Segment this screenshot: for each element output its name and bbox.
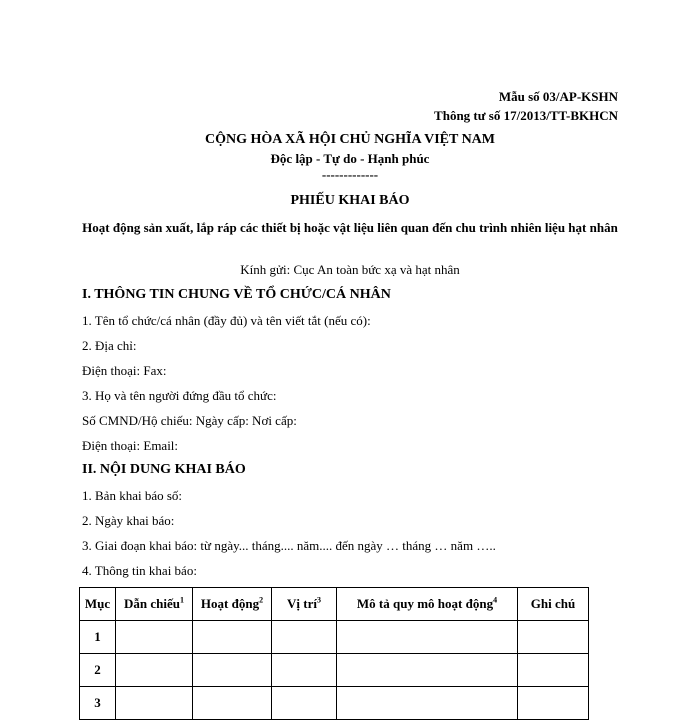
table-row — [80, 654, 589, 687]
country-name: CỘNG HÒA XÃ HỘI CHỦ NGHĨA VIỆT NAM — [204, 132, 495, 147]
field-declaration-number: 1. Bản khai báo số: — [82, 488, 183, 503]
field-declaration-info: 4. Thông tin khai báo: — [82, 563, 197, 578]
field-head-name: 3. Họ và tên người đứng đầu tổ chức: — [82, 388, 277, 403]
section-2-heading: II. NỘI DUNG KHAI BÁO — [82, 462, 246, 477]
table-header-row — [80, 588, 589, 621]
field-organization-name: 1. Tên tổ chức/cá nhân (đầy đủ) và tên viết tắt (nếu có): — [82, 313, 371, 328]
recipient-line: Kính gửi: Cục An toàn bức xạ và hạt nhân — [240, 262, 460, 277]
form-subtitle: Hoạt động sản xuất, lắp ráp các thiết bị hoặc vật liệu liên quan đến chu trình nhiên liệu hạt nhân — [82, 220, 618, 235]
field-id-card: Số CMND/Hộ chiếu: Ngày cấp: Nơi cấp: — [82, 413, 297, 428]
declaration-table — [79, 587, 589, 720]
field-declaration-date: 2. Ngày khai báo: — [82, 513, 175, 528]
column-header: Hoạt động$^2$ — [193, 588, 272, 621]
field-address: 2. Địa chỉ: — [82, 338, 137, 353]
column-header: Mục — [80, 588, 116, 621]
column-header: Mô tả quy mô hoạt động$^4$ — [337, 588, 518, 621]
form-title: PHIẾU KHAI BÁO — [290, 193, 410, 208]
row-number: 3 — [80, 687, 116, 720]
field-phone-email: Điện thoại: Email: — [82, 438, 179, 453]
table-row — [80, 687, 589, 720]
row-number: 1 — [80, 621, 116, 654]
column-header: Dẫn chiếu$^1$ — [116, 588, 193, 621]
column-header: Vị trí$^3$ — [272, 588, 337, 621]
national-motto: Độc lập - Tự do - Hạnh phúc — [270, 151, 430, 166]
circular-reference: Thông tư số 17/2013/TT-BKHCN — [434, 108, 618, 123]
field-declaration-period: 3. Giai đoạn khai báo: từ ngày... tháng.... năm.... đến ngày … tháng … năm ….. — [82, 538, 496, 553]
row-number: 2 — [80, 654, 116, 687]
column-header: Ghi chú — [518, 588, 589, 621]
section-1-heading: I. THÔNG TIN CHUNG VỀ TỔ CHỨC/CÁ NHÂN — [82, 287, 391, 302]
field-phone-fax: Điện thoại: Fax: — [82, 363, 167, 378]
form-number: Mẫu số 03/AP-KSHN — [498, 89, 618, 104]
motto-divider: ------------- — [321, 167, 379, 182]
table-row — [80, 621, 589, 654]
